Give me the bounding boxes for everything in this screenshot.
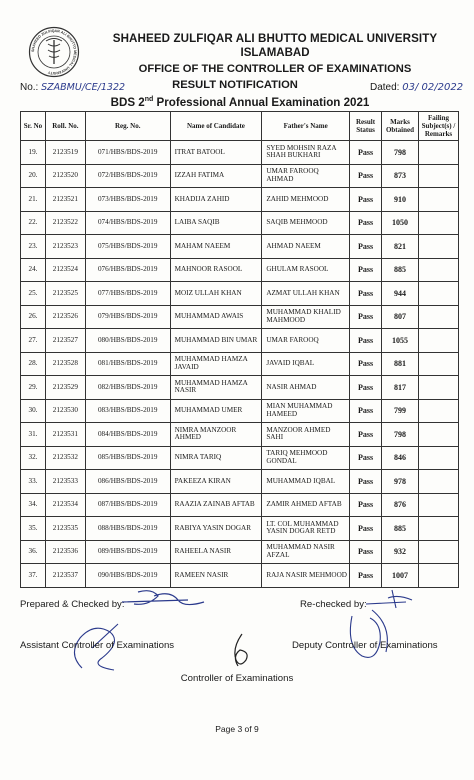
roll-cell: 2123528 xyxy=(45,352,85,376)
sr-cell: 20. xyxy=(21,164,46,188)
remarks-cell xyxy=(418,564,458,588)
status-cell: Pass xyxy=(350,446,382,470)
name-cell: PAKEEZA KIRAN xyxy=(170,470,262,494)
name-cell: MUHAMMAD UMER xyxy=(170,399,262,423)
roll-cell: 2123526 xyxy=(45,305,85,329)
marks-cell: 846 xyxy=(382,446,419,470)
sr-cell: 21. xyxy=(21,188,46,212)
exam-title: BDS 2nd Professional Annual Examination 2021 xyxy=(110,96,370,109)
roll-cell: 2123535 xyxy=(45,517,85,541)
table-row xyxy=(21,188,459,212)
table-row xyxy=(21,305,459,329)
table-row xyxy=(21,493,459,517)
sr-cell: 24. xyxy=(21,258,46,282)
ref-value: SZABMU/CE/1322 xyxy=(41,82,126,93)
reg-cell: 083/HBS/BDS-2019 xyxy=(85,399,170,423)
sr-cell: 34. xyxy=(21,493,46,517)
reg-cell: 082/HBS/BDS-2019 xyxy=(85,376,170,400)
father-cell: ZAMIR AHMED AFTAB xyxy=(262,493,350,517)
marks-cell: 885 xyxy=(382,517,419,541)
father-cell: MUHAMMAD NASIR AFZAL xyxy=(262,540,350,564)
name-cell: MUHAMMAD BIN UMAR xyxy=(170,329,262,353)
status-cell: Pass xyxy=(350,399,382,423)
reg-cell: 081/HBS/BDS-2019 xyxy=(85,352,170,376)
reg-cell: 086/HBS/BDS-2019 xyxy=(85,470,170,494)
marks-cell: 821 xyxy=(382,235,419,259)
table-row xyxy=(21,564,459,588)
office-title: OFFICE OF THE CONTROLLER OF EXAMINATIONS xyxy=(138,63,412,75)
reference-number xyxy=(20,82,125,93)
page-number: Page 3 of 9 xyxy=(215,724,259,734)
remarks-cell xyxy=(418,470,458,494)
reg-cell: 077/HBS/BDS-2019 xyxy=(85,282,170,306)
status-cell: Pass xyxy=(350,423,382,447)
table-row xyxy=(21,399,459,423)
sr-cell: 19. xyxy=(21,141,46,165)
table-row xyxy=(21,141,459,165)
status-cell: Pass xyxy=(350,564,382,588)
reg-cell: 087/HBS/BDS-2019 xyxy=(85,493,170,517)
sr-cell: 33. xyxy=(21,470,46,494)
sr-cell: 22. xyxy=(21,211,46,235)
city-name: ISLAMABAD xyxy=(240,47,310,59)
university-name: SHAHEED ZULFIQAR ALI BHUTTO MEDICAL UNIVERSITY xyxy=(112,32,438,45)
father-cell: SAQIB MEHMOOD xyxy=(262,211,350,235)
father-cell: TARIQ MEHMOOD GONDAL xyxy=(262,446,350,470)
status-cell: Pass xyxy=(350,352,382,376)
column-header: Father's Name xyxy=(262,112,350,141)
sr-cell: 36. xyxy=(21,540,46,564)
marks-cell: 798 xyxy=(382,141,419,165)
marks-cell: 799 xyxy=(382,399,419,423)
remarks-cell xyxy=(418,164,458,188)
remarks-cell xyxy=(418,446,458,470)
father-cell: MUHAMMAD IQBAL xyxy=(262,470,350,494)
result-table xyxy=(20,111,459,588)
remarks-cell xyxy=(418,235,458,259)
remarks-cell xyxy=(418,399,458,423)
sr-cell: 30. xyxy=(21,399,46,423)
table-row xyxy=(21,211,459,235)
status-cell: Pass xyxy=(350,141,382,165)
sr-cell: 27. xyxy=(21,329,46,353)
table-row xyxy=(21,540,459,564)
father-cell: AHMAD NAEEM xyxy=(262,235,350,259)
sr-cell: 28. xyxy=(21,352,46,376)
reg-cell: 071/HBS/BDS-2019 xyxy=(85,141,170,165)
sr-cell: 25. xyxy=(21,282,46,306)
sr-cell: 37. xyxy=(21,564,46,588)
marks-cell: 978 xyxy=(382,470,419,494)
father-cell: UMAR FAROOQ xyxy=(262,329,350,353)
status-cell: Pass xyxy=(350,164,382,188)
name-cell: MAHAM NAEEM xyxy=(170,235,262,259)
remarks-cell xyxy=(418,493,458,517)
roll-cell: 2123529 xyxy=(45,376,85,400)
father-cell: AZMAT ULLAH KHAN xyxy=(262,282,350,306)
status-cell: Pass xyxy=(350,470,382,494)
column-header: Marks Obtained xyxy=(382,112,419,141)
father-cell: JAVAID IQBAL xyxy=(262,352,350,376)
marks-cell: 798 xyxy=(382,423,419,447)
reg-cell: 074/HBS/BDS-2019 xyxy=(85,211,170,235)
ref-label: No.: xyxy=(20,82,39,93)
name-cell: ITRAT BATOOL xyxy=(170,141,262,165)
university-seal-logo xyxy=(28,26,80,78)
remarks-cell xyxy=(418,141,458,165)
reg-cell: 089/HBS/BDS-2019 xyxy=(85,540,170,564)
status-cell: Pass xyxy=(350,517,382,541)
marks-cell: 932 xyxy=(382,540,419,564)
table-row xyxy=(21,517,459,541)
reg-cell: 084/HBS/BDS-2019 xyxy=(85,423,170,447)
remarks-cell xyxy=(418,517,458,541)
marks-cell: 873 xyxy=(382,164,419,188)
roll-cell: 2123537 xyxy=(45,564,85,588)
roll-cell: 2123531 xyxy=(45,423,85,447)
status-cell: Pass xyxy=(350,235,382,259)
status-cell: Pass xyxy=(350,305,382,329)
table-row xyxy=(21,329,459,353)
status-cell: Pass xyxy=(350,493,382,517)
table-row xyxy=(21,282,459,306)
marks-cell: 1050 xyxy=(382,211,419,235)
father-cell: SYED MOHSIN RAZA SHAH BUKHARI xyxy=(262,141,350,165)
father-cell: MUHAMMAD KHALID MAHMOOD xyxy=(262,305,350,329)
name-cell: RAMEEN NASIR xyxy=(170,564,262,588)
status-cell: Pass xyxy=(350,188,382,212)
status-cell: Pass xyxy=(350,376,382,400)
column-header: Sr. No xyxy=(21,112,46,141)
table-header-row xyxy=(21,112,459,141)
table-row xyxy=(21,470,459,494)
svg-text:SHAHEED ZULFIQAR ALI BHUTTO ME: SHAHEED ZULFIQAR ALI BHUTTO MEDICAL UNIVERSITY xyxy=(30,28,78,76)
table-row xyxy=(21,352,459,376)
sr-cell: 29. xyxy=(21,376,46,400)
name-cell: MUHAMMAD HAMZA NASIR xyxy=(170,376,262,400)
marks-cell: 944 xyxy=(382,282,419,306)
sr-cell: 32. xyxy=(21,446,46,470)
roll-cell: 2123525 xyxy=(45,282,85,306)
marks-cell: 1055 xyxy=(382,329,419,353)
column-header: Failing Subject(s) / Remarks xyxy=(418,112,458,141)
assistant-controller-label: Assistant Controller of Examinations xyxy=(20,640,175,651)
marks-cell: 910 xyxy=(382,188,419,212)
roll-cell: 2123534 xyxy=(45,493,85,517)
roll-cell: 2123523 xyxy=(45,235,85,259)
father-cell: NASIR AHMAD xyxy=(262,376,350,400)
table-row xyxy=(21,164,459,188)
roll-cell: 2123530 xyxy=(45,399,85,423)
roll-cell: 2123524 xyxy=(45,258,85,282)
sr-cell: 31. xyxy=(21,423,46,447)
marks-cell: 1007 xyxy=(382,564,419,588)
father-cell: MANZOOR AHMED SAHI xyxy=(262,423,350,447)
prepared-signature xyxy=(118,586,208,610)
reg-cell: 088/HBS/BDS-2019 xyxy=(85,517,170,541)
remarks-cell xyxy=(418,188,458,212)
status-cell: Pass xyxy=(350,282,382,306)
name-cell: NIMRA MANZOOR AHMED xyxy=(170,423,262,447)
rechecked-by-label: Re-checked by: xyxy=(300,599,367,610)
roll-cell: 2123536 xyxy=(45,540,85,564)
remarks-cell xyxy=(418,282,458,306)
reg-cell: 076/HBS/BDS-2019 xyxy=(85,258,170,282)
roll-cell: 2123520 xyxy=(45,164,85,188)
name-cell: RABIYA YASIN DOGAR xyxy=(170,517,262,541)
table-row xyxy=(21,446,459,470)
column-header: Reg. No. xyxy=(85,112,170,141)
sr-cell: 35. xyxy=(21,517,46,541)
status-cell: Pass xyxy=(350,258,382,282)
sr-cell: 26. xyxy=(21,305,46,329)
father-cell: ZAHID MEHMOOD xyxy=(262,188,350,212)
dated-label: Dated: xyxy=(370,82,400,93)
marks-cell: 807 xyxy=(382,305,419,329)
name-cell: IZZAH FATIMA xyxy=(170,164,262,188)
column-header: Name of Candidate xyxy=(170,112,262,141)
name-cell: LAIBA SAQIB xyxy=(170,211,262,235)
remarks-cell xyxy=(418,211,458,235)
reg-cell: 090/HBS/BDS-2019 xyxy=(85,564,170,588)
father-cell: LT. COL MUHAMMAD YASIN DOGAR RETD xyxy=(262,517,350,541)
deputy-controller-label: Deputy Controller of Examinations xyxy=(292,640,438,651)
table-row xyxy=(21,235,459,259)
column-header: Roll. No. xyxy=(45,112,85,141)
reg-cell: 075/HBS/BDS-2019 xyxy=(85,235,170,259)
status-cell: Pass xyxy=(350,211,382,235)
remarks-cell xyxy=(418,329,458,353)
controller-signature xyxy=(222,630,258,670)
dated-value: 03/ 02/2022 xyxy=(402,82,464,93)
reg-cell: 072/HBS/BDS-2019 xyxy=(85,164,170,188)
father-cell: UMAR FAROOQ AHMAD xyxy=(262,164,350,188)
father-cell: MIAN MUHAMMAD HAMEED xyxy=(262,399,350,423)
remarks-cell xyxy=(418,258,458,282)
roll-cell: 2123521 xyxy=(45,188,85,212)
reg-cell: 079/HBS/BDS-2019 xyxy=(85,305,170,329)
controller-label: Controller of Examinations xyxy=(180,673,294,684)
roll-cell: 2123522 xyxy=(45,211,85,235)
remarks-cell xyxy=(418,540,458,564)
status-cell: Pass xyxy=(350,329,382,353)
father-cell: RAJA NASIR MEHMOOD xyxy=(262,564,350,588)
name-cell: MAHNOOR RASOOL xyxy=(170,258,262,282)
column-header: Result Status xyxy=(350,112,382,141)
prepared-by-label: Prepared & Checked by: xyxy=(20,599,125,610)
roll-cell: 2123527 xyxy=(45,329,85,353)
reg-cell: 073/HBS/BDS-2019 xyxy=(85,188,170,212)
notification-title: RESULT NOTIFICATION xyxy=(172,79,298,91)
reg-cell: 080/HBS/BDS-2019 xyxy=(85,329,170,353)
deputy-signature xyxy=(342,606,398,664)
name-cell: MOIZ ULLAH KHAN xyxy=(170,282,262,306)
roll-cell: 2123532 xyxy=(45,446,85,470)
name-cell: RAAZIA ZAINAB AFTAB xyxy=(170,493,262,517)
roll-cell: 2123533 xyxy=(45,470,85,494)
father-cell: GHULAM RASOOL xyxy=(262,258,350,282)
reg-cell: 085/HBS/BDS-2019 xyxy=(85,446,170,470)
sr-cell: 23. xyxy=(21,235,46,259)
marks-cell: 881 xyxy=(382,352,419,376)
name-cell: MUHAMMAD AWAIS xyxy=(170,305,262,329)
roll-cell: 2123519 xyxy=(45,141,85,165)
name-cell: KHADIJA ZAHID xyxy=(170,188,262,212)
name-cell: NIMRA TARIQ xyxy=(170,446,262,470)
marks-cell: 817 xyxy=(382,376,419,400)
status-cell: Pass xyxy=(350,540,382,564)
marks-cell: 876 xyxy=(382,493,419,517)
marks-cell: 885 xyxy=(382,258,419,282)
date-line xyxy=(370,82,463,93)
remarks-cell xyxy=(418,376,458,400)
table-row xyxy=(21,258,459,282)
table-row xyxy=(21,376,459,400)
remarks-cell xyxy=(418,352,458,376)
remarks-cell xyxy=(418,423,458,447)
name-cell: RAHEELA NASIR xyxy=(170,540,262,564)
table-row xyxy=(21,423,459,447)
name-cell: MUHAMMAD HAMZA JAVAID xyxy=(170,352,262,376)
remarks-cell xyxy=(418,305,458,329)
